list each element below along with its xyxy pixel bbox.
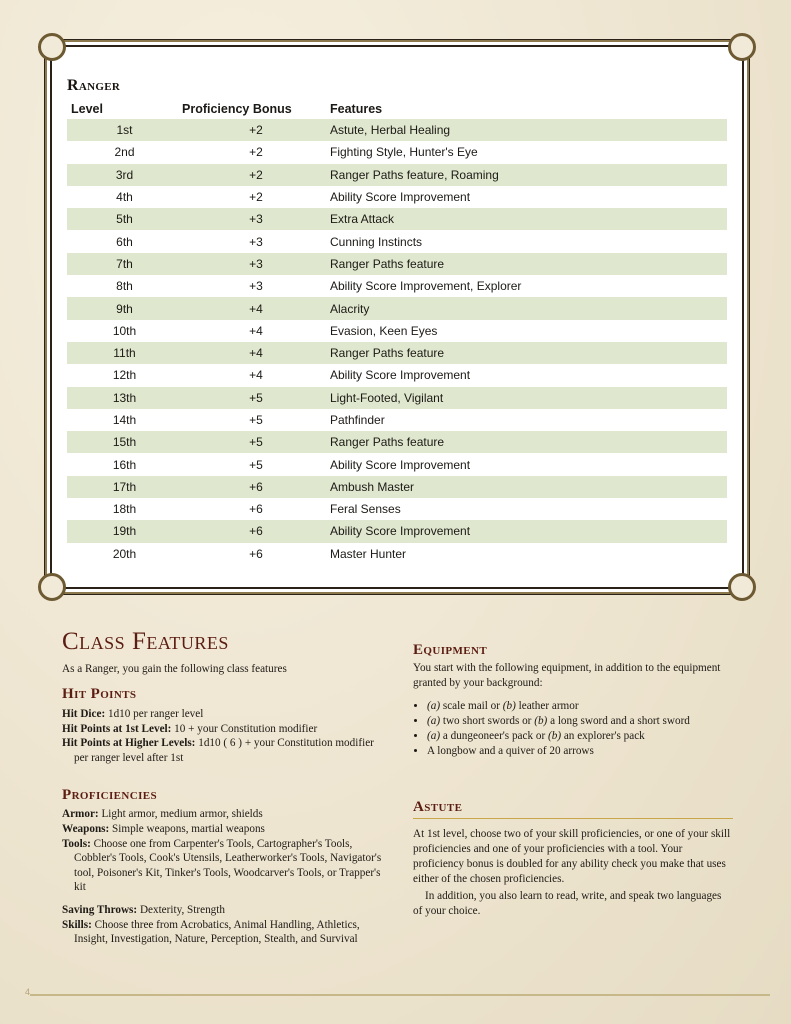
table-row: [67, 387, 727, 409]
table-title: Ranger: [67, 77, 121, 94]
table-row: [67, 498, 727, 520]
level-cell: 3rd: [115, 167, 134, 182]
proficiency-cell: +6: [249, 502, 263, 517]
proficiency-cell: +2: [249, 145, 263, 160]
armor-entry: [62, 807, 382, 822]
table-row: [67, 476, 727, 498]
features-cell: Alacrity: [330, 301, 370, 316]
hit-points-heading: Hit Points: [62, 686, 137, 702]
proficiency-cell: +2: [249, 190, 263, 205]
weapons-value: Simple weapons, martial weapons: [109, 822, 265, 835]
hit-dice-label: Hit Dice:: [62, 708, 106, 720]
features-cell: Master Hunter: [330, 546, 407, 561]
hp-first-level-label: Hit Points at 1st Level:: [62, 722, 172, 735]
header-level: Level: [71, 102, 103, 116]
level-cell: 12th: [112, 368, 137, 383]
level-cell: 5th: [116, 212, 133, 227]
weapons-entry: [62, 822, 382, 837]
proficiencies-heading: Proficiencies: [62, 787, 158, 804]
table-row: [67, 141, 727, 163]
frame-corner-ornament: [38, 33, 66, 61]
features-cell: Feral Senses: [330, 502, 401, 517]
header-features: Features: [330, 102, 383, 116]
left-column: [62, 628, 382, 947]
choice-text: an explorer's pack: [561, 730, 645, 742]
choice-text: leather armor: [515, 700, 579, 712]
page-number: 4: [25, 987, 31, 997]
hit-dice-value: 1d10 per ranger level: [105, 708, 204, 720]
level-cell: 20th: [112, 546, 137, 561]
hp-first-level-value: 10 + your Constitution modifier: [171, 722, 318, 735]
ranger-table: [67, 99, 727, 565]
table-row: [67, 431, 727, 453]
features-cell: Ranger Paths feature, Roaming: [330, 167, 499, 182]
tools-value: Choose one from Carpenter's Tools, Cartographer's Tools, Cobbler's Tools, Cook's Utensils, Leatherworker's Tools, Navigator's tool, Poisoner's Kit, Tinker's Tools, Woodcarver's Tools, or Trapper's kit: [74, 837, 382, 894]
frame-corner-ornament: [38, 573, 66, 601]
equipment-item: [427, 714, 733, 729]
choice-marker: (b): [502, 700, 516, 712]
header-proficiency: Proficiency Bonus: [182, 102, 292, 116]
level-cell: 17th: [112, 479, 137, 494]
proficiency-cell: +6: [249, 546, 263, 561]
level-cell: 14th: [112, 413, 137, 427]
proficiency-cell: +5: [249, 413, 263, 427]
equipment-item: [427, 699, 733, 714]
features-cell: Fighting Style, Hunter's Eye: [330, 145, 478, 160]
astute-paragraph-2: In addition, you also learn to read, write, and speak two languages of your choice.: [413, 890, 722, 917]
frame-corner-ornament: [728, 33, 756, 61]
features-cell: Cunning Instincts: [330, 234, 423, 249]
choice-marker: (a): [427, 715, 441, 727]
table-header-row: [67, 99, 727, 119]
level-cell: 15th: [112, 435, 137, 450]
tools-label: Tools:: [62, 837, 91, 850]
table-row: [67, 275, 727, 297]
weapons-label: Weapons:: [62, 822, 110, 835]
table-row: [67, 409, 727, 431]
hp-higher-levels-value: 1d10 ( 6 ) + your Constitution modifier per ranger level after 1st: [74, 737, 374, 764]
level-cell: 8th: [116, 279, 133, 294]
proficiency-cell: +2: [249, 123, 263, 138]
features-cell: Ranger Paths feature: [330, 435, 445, 450]
saving-throws-label: Saving Throws:: [62, 903, 138, 916]
proficiency-cell: +4: [249, 368, 263, 383]
features-cell: Ability Score Improvement: [330, 457, 471, 472]
class-features-heading: Class Features: [62, 628, 229, 655]
table-row: [67, 119, 727, 141]
features-cell: Ranger Paths feature: [330, 346, 445, 361]
level-cell: 19th: [112, 524, 137, 539]
table-row: [67, 253, 727, 275]
footer-divider: [30, 994, 770, 996]
level-cell: 16th: [112, 457, 137, 472]
tools-entry: [62, 837, 382, 895]
table-row: [67, 230, 727, 252]
features-cell: Evasion, Keen Eyes: [330, 323, 438, 338]
choice-text: a dungeoneer's pack or: [440, 730, 548, 742]
choice-marker: (a): [427, 730, 441, 742]
saving-throws-entry: [62, 903, 382, 918]
features-cell: Ability Score Improvement: [330, 190, 471, 205]
choice-text: a long sword and a short sword: [547, 715, 690, 727]
proficiency-cell: +3: [249, 212, 263, 227]
hp-higher-levels-label: Hit Points at Higher Levels:: [62, 737, 196, 750]
table-row: [67, 453, 727, 475]
proficiency-cell: +3: [249, 279, 263, 294]
equipment-item: • A longbow and a quiver of 20 arrows: [427, 744, 733, 759]
choice-text: scale mail or: [440, 700, 503, 712]
features-cell: Ability Score Improvement: [330, 524, 471, 539]
table-row: [67, 320, 727, 342]
level-cell: 1st: [116, 123, 133, 138]
astute-paragraph-1: At 1st level, choose two of your skill proficiencies, or one of your skill proficiencies and one of your proficiencies with a tool. Your proficiency bonus is doubled for any ability check you make that uses either of the chosen proficiencies.: [413, 828, 731, 885]
level-cell: 4th: [116, 190, 133, 205]
table-row: [67, 208, 727, 230]
level-cell: 6th: [116, 234, 133, 249]
features-cell: Astute, Herbal Healing: [330, 123, 451, 138]
skills-entry: [62, 918, 382, 947]
level-cell: 13th: [112, 390, 137, 405]
table-row: [67, 543, 727, 565]
proficiency-cell: +5: [249, 435, 263, 450]
armor-label: Armor:: [62, 808, 99, 821]
table-row: [67, 164, 727, 186]
features-cell: Ambush Master: [330, 479, 415, 494]
features-cell: Light-Footed, Vigilant: [330, 390, 444, 405]
table-row: [67, 342, 727, 364]
skills-value: Choose three from Acrobatics, Animal Handling, Athletics, Insight, Investigation, Nature, Perception, Stealth, and Survival: [74, 918, 360, 946]
table-row: [67, 520, 727, 542]
proficiency-cell: +5: [249, 390, 263, 405]
features-cell: Extra Attack: [330, 212, 395, 227]
table-row: [67, 364, 727, 386]
level-cell: 10th: [112, 323, 137, 338]
level-cell: 7th: [116, 256, 133, 271]
armor-value: Light armor, medium armor, shields: [98, 808, 263, 821]
proficiency-cell: +4: [249, 323, 263, 338]
features-cell: Ability Score Improvement: [330, 368, 471, 383]
astute-heading: Astute: [413, 799, 733, 819]
equipment-item: [427, 729, 733, 744]
proficiency-cell: +5: [249, 457, 263, 472]
proficiency-cell: +6: [249, 524, 263, 539]
equipment-list: [413, 699, 733, 759]
hit-dice-entry: [62, 707, 382, 722]
equipment-heading: Equipment: [413, 642, 488, 658]
table-row: [67, 186, 727, 208]
ranger-table-frame: [50, 45, 744, 589]
table-body: [67, 119, 727, 565]
features-cell: Ability Score Improvement, Explorer: [330, 279, 522, 294]
level-cell: 18th: [112, 502, 137, 517]
equipment-intro: You start with the following equipment, in addition to the equipment granted by your background:: [413, 662, 721, 689]
class-features-intro: As a Ranger, you gain the following class features: [62, 663, 287, 675]
level-cell: 9th: [116, 301, 133, 316]
features-cell: Pathfinder: [330, 413, 385, 427]
hp-first-level-entry: [62, 722, 382, 737]
frame-corner-ornament: [728, 573, 756, 601]
hp-higher-levels-entry: [62, 736, 382, 765]
level-cell: 11th: [113, 346, 136, 361]
features-cell: Ranger Paths feature: [330, 256, 445, 271]
choice-text: two short swords or: [440, 715, 535, 727]
level-cell: 2nd: [114, 145, 135, 160]
saving-throws-value: Dexterity, Strength: [137, 903, 225, 916]
table-row: [67, 297, 727, 319]
choice-marker: (a): [427, 700, 441, 712]
proficiency-cell: +4: [249, 301, 263, 316]
choice-marker: (b): [548, 730, 562, 742]
skills-label: Skills:: [62, 918, 92, 931]
right-column: [413, 642, 733, 919]
proficiency-cell: +3: [249, 256, 263, 271]
choice-marker: (b): [534, 715, 548, 727]
proficiency-cell: +2: [249, 167, 263, 182]
proficiency-cell: +4: [249, 346, 263, 361]
proficiency-cell: +6: [249, 479, 263, 494]
proficiency-cell: +3: [249, 234, 263, 249]
